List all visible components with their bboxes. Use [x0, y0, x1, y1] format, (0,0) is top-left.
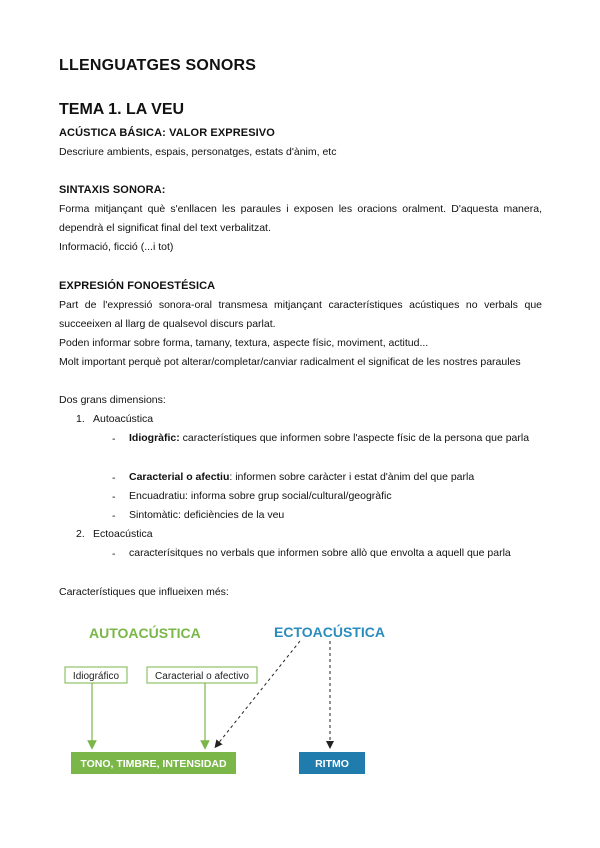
document-title: LLENGUATGES SONORS	[59, 57, 257, 74]
dash-bullet: -	[112, 510, 116, 522]
list-item-sintomatic: Sintomàtic: deficiències de la veu	[129, 509, 285, 521]
list-item-encuadratiu: Encuadratiu: informa sobre grup social/cultural/geogràfic	[129, 490, 392, 502]
sintaxis-text: Forma mitjançant què s'enllacen les paraules i exposen les oracions oralment. D'aquesta manera, dependrà el significat final del text verbalitzat.	[59, 203, 542, 234]
diagram-result-ritmo-label: RITMO	[315, 758, 349, 770]
diagram-result-tono-label: TONO, TIMBRE, INTENSIDAD	[80, 758, 227, 770]
dash-bullet: -	[112, 433, 116, 445]
dash-bullet: -	[112, 548, 116, 560]
sintaxis-heading: SINTAXIS SONORA:	[59, 184, 166, 196]
diagram-arrow-ecto-to-tono	[217, 641, 300, 745]
influeixen-text: Característiques que influeixen més:	[59, 586, 229, 598]
list-item-ecto: caracterísitques no verbals que informen sobre allò que envolta a aquell que parla	[129, 547, 511, 559]
list-item-caracterial: Caracterial o afectiu: informen sobre caràcter i estat d'ànim del que parla	[129, 471, 475, 483]
acustica-text: Descriure ambients, espais, personatges, estats d'ànim, etc	[59, 146, 337, 158]
diagram-ectoacustica-label: ECTOACÚSTICA	[274, 624, 385, 640]
expresion-definition: Part de l'expressió sonora-oral transmesa mitjançant característiques acústiques no verbals que succeeixen al llarg de qualsevol discurs parlat.	[59, 299, 542, 330]
list-number-1: 1.	[76, 413, 85, 425]
expresion-inform: Poden informar sobre forma, tamany, textura, aspecte físic, moviment, actitud...	[59, 337, 429, 349]
expresion-heading: EXPRESIÓN FONOESTÉSICA	[59, 280, 216, 292]
sintaxis-example: Informació, ficció (...i tot)	[59, 241, 174, 253]
diagram-box-caracterial-label: Caracterial o afectivo	[155, 671, 249, 682]
dash-bullet: -	[112, 491, 116, 503]
diagram-autoacustica-label: AUTOACÚSTICA	[89, 625, 201, 641]
expresion-important: Molt important perquè pot alterar/completar/canviar radicalment el significat de les nostres paraules	[59, 356, 521, 368]
list-label-ectoacustica: Ectoacústica	[93, 528, 153, 540]
acustica-heading: ACÚSTICA BÁSICA: VALOR EXPRESIVO	[59, 127, 275, 139]
diagram-box-idiografico-label: Idiográfico	[72, 671, 120, 682]
list-number-2: 2.	[76, 528, 85, 540]
list-label-autoacustica: Autoacústica	[93, 413, 154, 425]
expresion-dimensions: Dos grans dimensions:	[59, 394, 166, 406]
dash-bullet: -	[112, 472, 116, 484]
topic-title: TEMA 1. LA VEU	[59, 101, 185, 118]
list-item-idiografic: Idiogràfic: característiques que informen sobre l'aspecte físic de la persona que parla	[129, 432, 530, 444]
